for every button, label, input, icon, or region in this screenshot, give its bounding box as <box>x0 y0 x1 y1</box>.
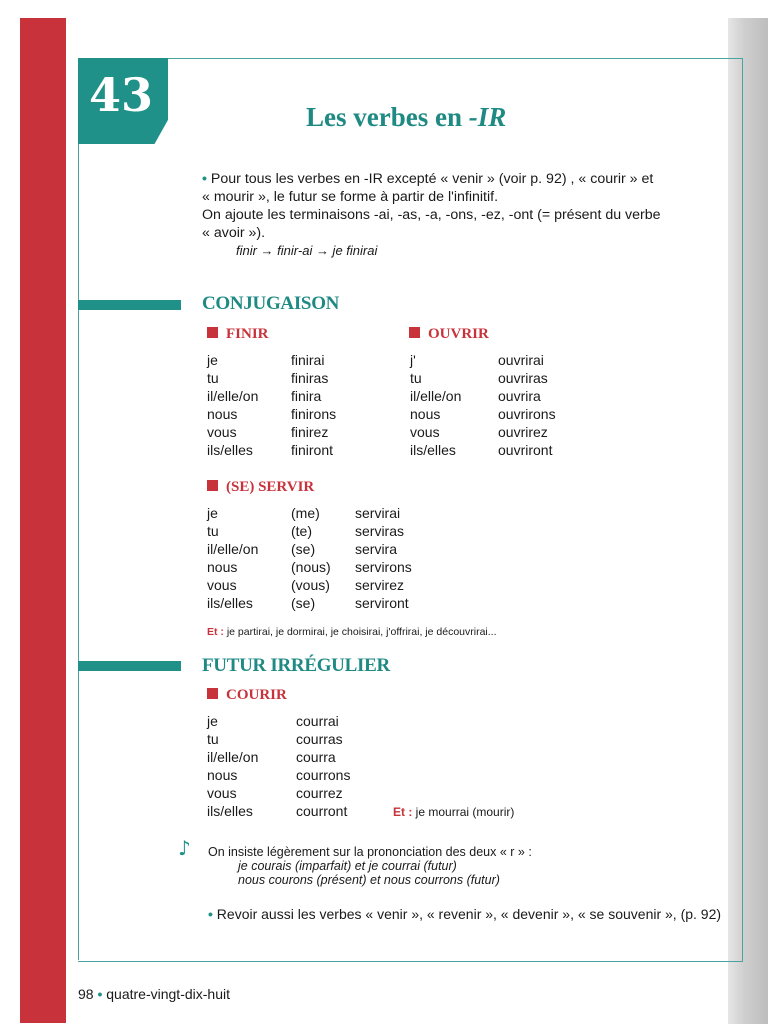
section-bar-conjugaison <box>78 300 181 310</box>
pronoun: il/elle/on <box>207 541 259 557</box>
pronoun: nous <box>410 406 441 422</box>
pronoun: je <box>207 505 218 521</box>
reflexive-pronoun: (te) <box>291 523 312 539</box>
verb-form: courrons <box>296 767 351 783</box>
verb-name-courir: COURIR <box>226 687 287 703</box>
section-title-conjugaison: CONJUGAISON <box>202 293 340 314</box>
square-bullet-icon <box>409 327 420 338</box>
section-title-irregulier: FUTUR IRRÉGULIER <box>202 655 390 676</box>
pronoun: je <box>207 713 218 729</box>
verb-name-finir: FINIR <box>226 326 269 342</box>
intro-line-3: On ajoute les terminaisons -ai, -as, -a, -ons, -ez, -ont (= présent du verbe <box>202 207 661 223</box>
verb-heading-ouvrir <box>409 326 489 343</box>
red-margin-band <box>20 18 66 1023</box>
verb-heading-finir <box>207 326 269 343</box>
square-bullet-icon <box>207 688 218 699</box>
pronoun: vous <box>207 424 237 440</box>
intro-paragraph <box>202 170 702 260</box>
conjugation-row <box>207 766 396 784</box>
verb-form: courra <box>296 749 336 765</box>
verb-heading-courir <box>207 687 287 704</box>
pronoun: nous <box>207 767 238 783</box>
et-text: je mourrai (mourir) <box>412 805 515 819</box>
verb-form: ouvrirez <box>498 424 548 440</box>
conjugation-row <box>207 522 455 540</box>
conjugation-row <box>207 784 396 802</box>
verb-form: ouvriront <box>498 442 553 458</box>
verb-form: finirons <box>291 406 337 422</box>
pronoun: tu <box>207 370 219 386</box>
verb-form: ouvriras <box>498 370 548 386</box>
pronoun: vous <box>207 577 237 593</box>
conjugation-row <box>207 802 396 820</box>
intro-line-1: Pour tous les verbes en -IR excepté « venir » (voir p. 92) , « courir » et <box>210 171 654 187</box>
section-bar-irregulier <box>78 661 181 671</box>
pronoun: vous <box>410 424 440 440</box>
conjugation-row <box>207 369 391 387</box>
pronoun: ils/elles <box>207 803 253 819</box>
pronoun: il/elle/on <box>207 749 259 765</box>
conjugation-row <box>207 558 455 576</box>
lesson-number: 43 <box>88 68 153 122</box>
conjugation-row <box>207 730 396 748</box>
pronoun: nous <box>207 406 238 422</box>
verb-form: servirai <box>355 505 401 521</box>
verb-form: courront <box>296 803 348 819</box>
title-prefix: Les verbes en <box>306 102 469 132</box>
conjugation-row <box>207 712 396 730</box>
conjugation-table-ouvrir <box>410 351 598 459</box>
verb-form: finiras <box>291 370 329 386</box>
pronoun: nous <box>207 559 238 575</box>
conjugation-row <box>207 748 396 766</box>
conjugation-row <box>207 540 455 558</box>
verb-form: courrez <box>296 785 343 801</box>
verb-form: finirez <box>291 424 329 440</box>
intro-line-2: « mourir », le futur se forme à partir de l'infinitif. <box>202 189 499 205</box>
conjugation-row <box>207 576 455 594</box>
verb-form: servirons <box>355 559 412 575</box>
verb-heading-servir <box>207 479 314 496</box>
content-frame-left-edge <box>78 58 79 960</box>
bullet-icon: • <box>202 171 207 187</box>
verb-form: ouvrirons <box>498 406 556 422</box>
footer-bullet-icon: • <box>97 986 103 1002</box>
conjugation-row <box>207 441 391 459</box>
pronoun: ils/elles <box>207 442 253 458</box>
page-footer <box>78 986 230 1002</box>
et-text: je partirai, je dormirai, je choisirai, j'offrirai, je découvrirai... <box>223 626 497 638</box>
note-line-2: je courais (imparfait) et je courrai (futur) <box>238 859 457 873</box>
reflexive-pronoun: (me) <box>291 505 320 521</box>
conjugation-row <box>410 405 598 423</box>
note-line-3: nous courons (présent) et nous courrons (futur) <box>238 873 500 887</box>
conjugation-row <box>410 351 598 369</box>
square-bullet-icon <box>207 480 218 491</box>
verb-form: servirez <box>355 577 405 593</box>
verb-form: courrai <box>296 713 339 729</box>
conjugation-table-servir <box>207 504 455 612</box>
conjugation-table-courir <box>207 712 396 820</box>
pronoun: tu <box>207 523 219 539</box>
conjugation-row <box>410 369 598 387</box>
pronoun: ils/elles <box>410 442 456 458</box>
verb-form: serviront <box>355 595 409 611</box>
conjugation-row <box>207 504 455 522</box>
et-label: Et : <box>393 805 413 819</box>
page-title <box>306 102 506 133</box>
conjugation-row <box>207 351 391 369</box>
conjugation-row <box>207 423 391 441</box>
conjugation-table-finir <box>207 351 391 459</box>
verb-form: courras <box>296 731 343 747</box>
reflexive-pronoun: (nous) <box>291 559 331 575</box>
verb-form: finiront <box>291 442 334 458</box>
note-line-1: On insiste légèrement sur la prononciation des deux « r » : <box>208 845 532 859</box>
conjugation-row <box>207 405 391 423</box>
reflexive-pronoun: (vous) <box>291 577 330 593</box>
conjugation-row <box>410 441 598 459</box>
verb-form: ouvrira <box>498 388 541 404</box>
conjugation-row <box>207 387 391 405</box>
music-note-icon: ♪ <box>178 836 191 860</box>
et-line-courir <box>393 805 514 819</box>
verb-form: ouvrirai <box>498 352 544 368</box>
pronoun: j' <box>410 352 416 368</box>
bullet-icon: • <box>208 906 213 922</box>
pronoun: vous <box>207 785 237 801</box>
conjugation-row <box>207 594 455 612</box>
et-label: Et : <box>207 626 224 638</box>
page-number: 98 <box>78 986 94 1002</box>
pronoun: je <box>207 352 218 368</box>
intro-example: finir → finir-ai → je finirai <box>236 243 378 258</box>
verb-form: servira <box>355 541 398 557</box>
page-number-words: quatre-vingt-dix-huit <box>106 986 230 1002</box>
reflexive-pronoun: (se) <box>291 541 316 557</box>
title-ending: -IR <box>468 102 507 132</box>
verb-form: serviras <box>355 523 405 539</box>
pronoun: il/elle/on <box>207 388 259 404</box>
revoir-line <box>208 906 721 922</box>
pronoun: tu <box>410 370 422 386</box>
square-bullet-icon <box>207 327 218 338</box>
reflexive-pronoun: (se) <box>291 595 316 611</box>
verb-form: finira <box>291 388 322 404</box>
revoir-text: Revoir aussi les verbes « venir », « revenir », « devenir », « se souvenir », (p. 92) <box>216 906 722 922</box>
verb-form: finirai <box>291 352 325 368</box>
et-line-conjugaison <box>207 626 497 638</box>
conjugation-row <box>410 387 598 405</box>
pronunciation-note <box>208 845 532 887</box>
verb-name-ouvrir: OUVRIR <box>428 326 489 342</box>
conjugation-row <box>410 423 598 441</box>
pronoun: il/elle/on <box>410 388 462 404</box>
pronoun: ils/elles <box>207 595 253 611</box>
verb-name-servir: (SE) SERVIR <box>226 479 315 495</box>
intro-line-4: « avoir »). <box>202 225 266 241</box>
pronoun: tu <box>207 731 219 747</box>
